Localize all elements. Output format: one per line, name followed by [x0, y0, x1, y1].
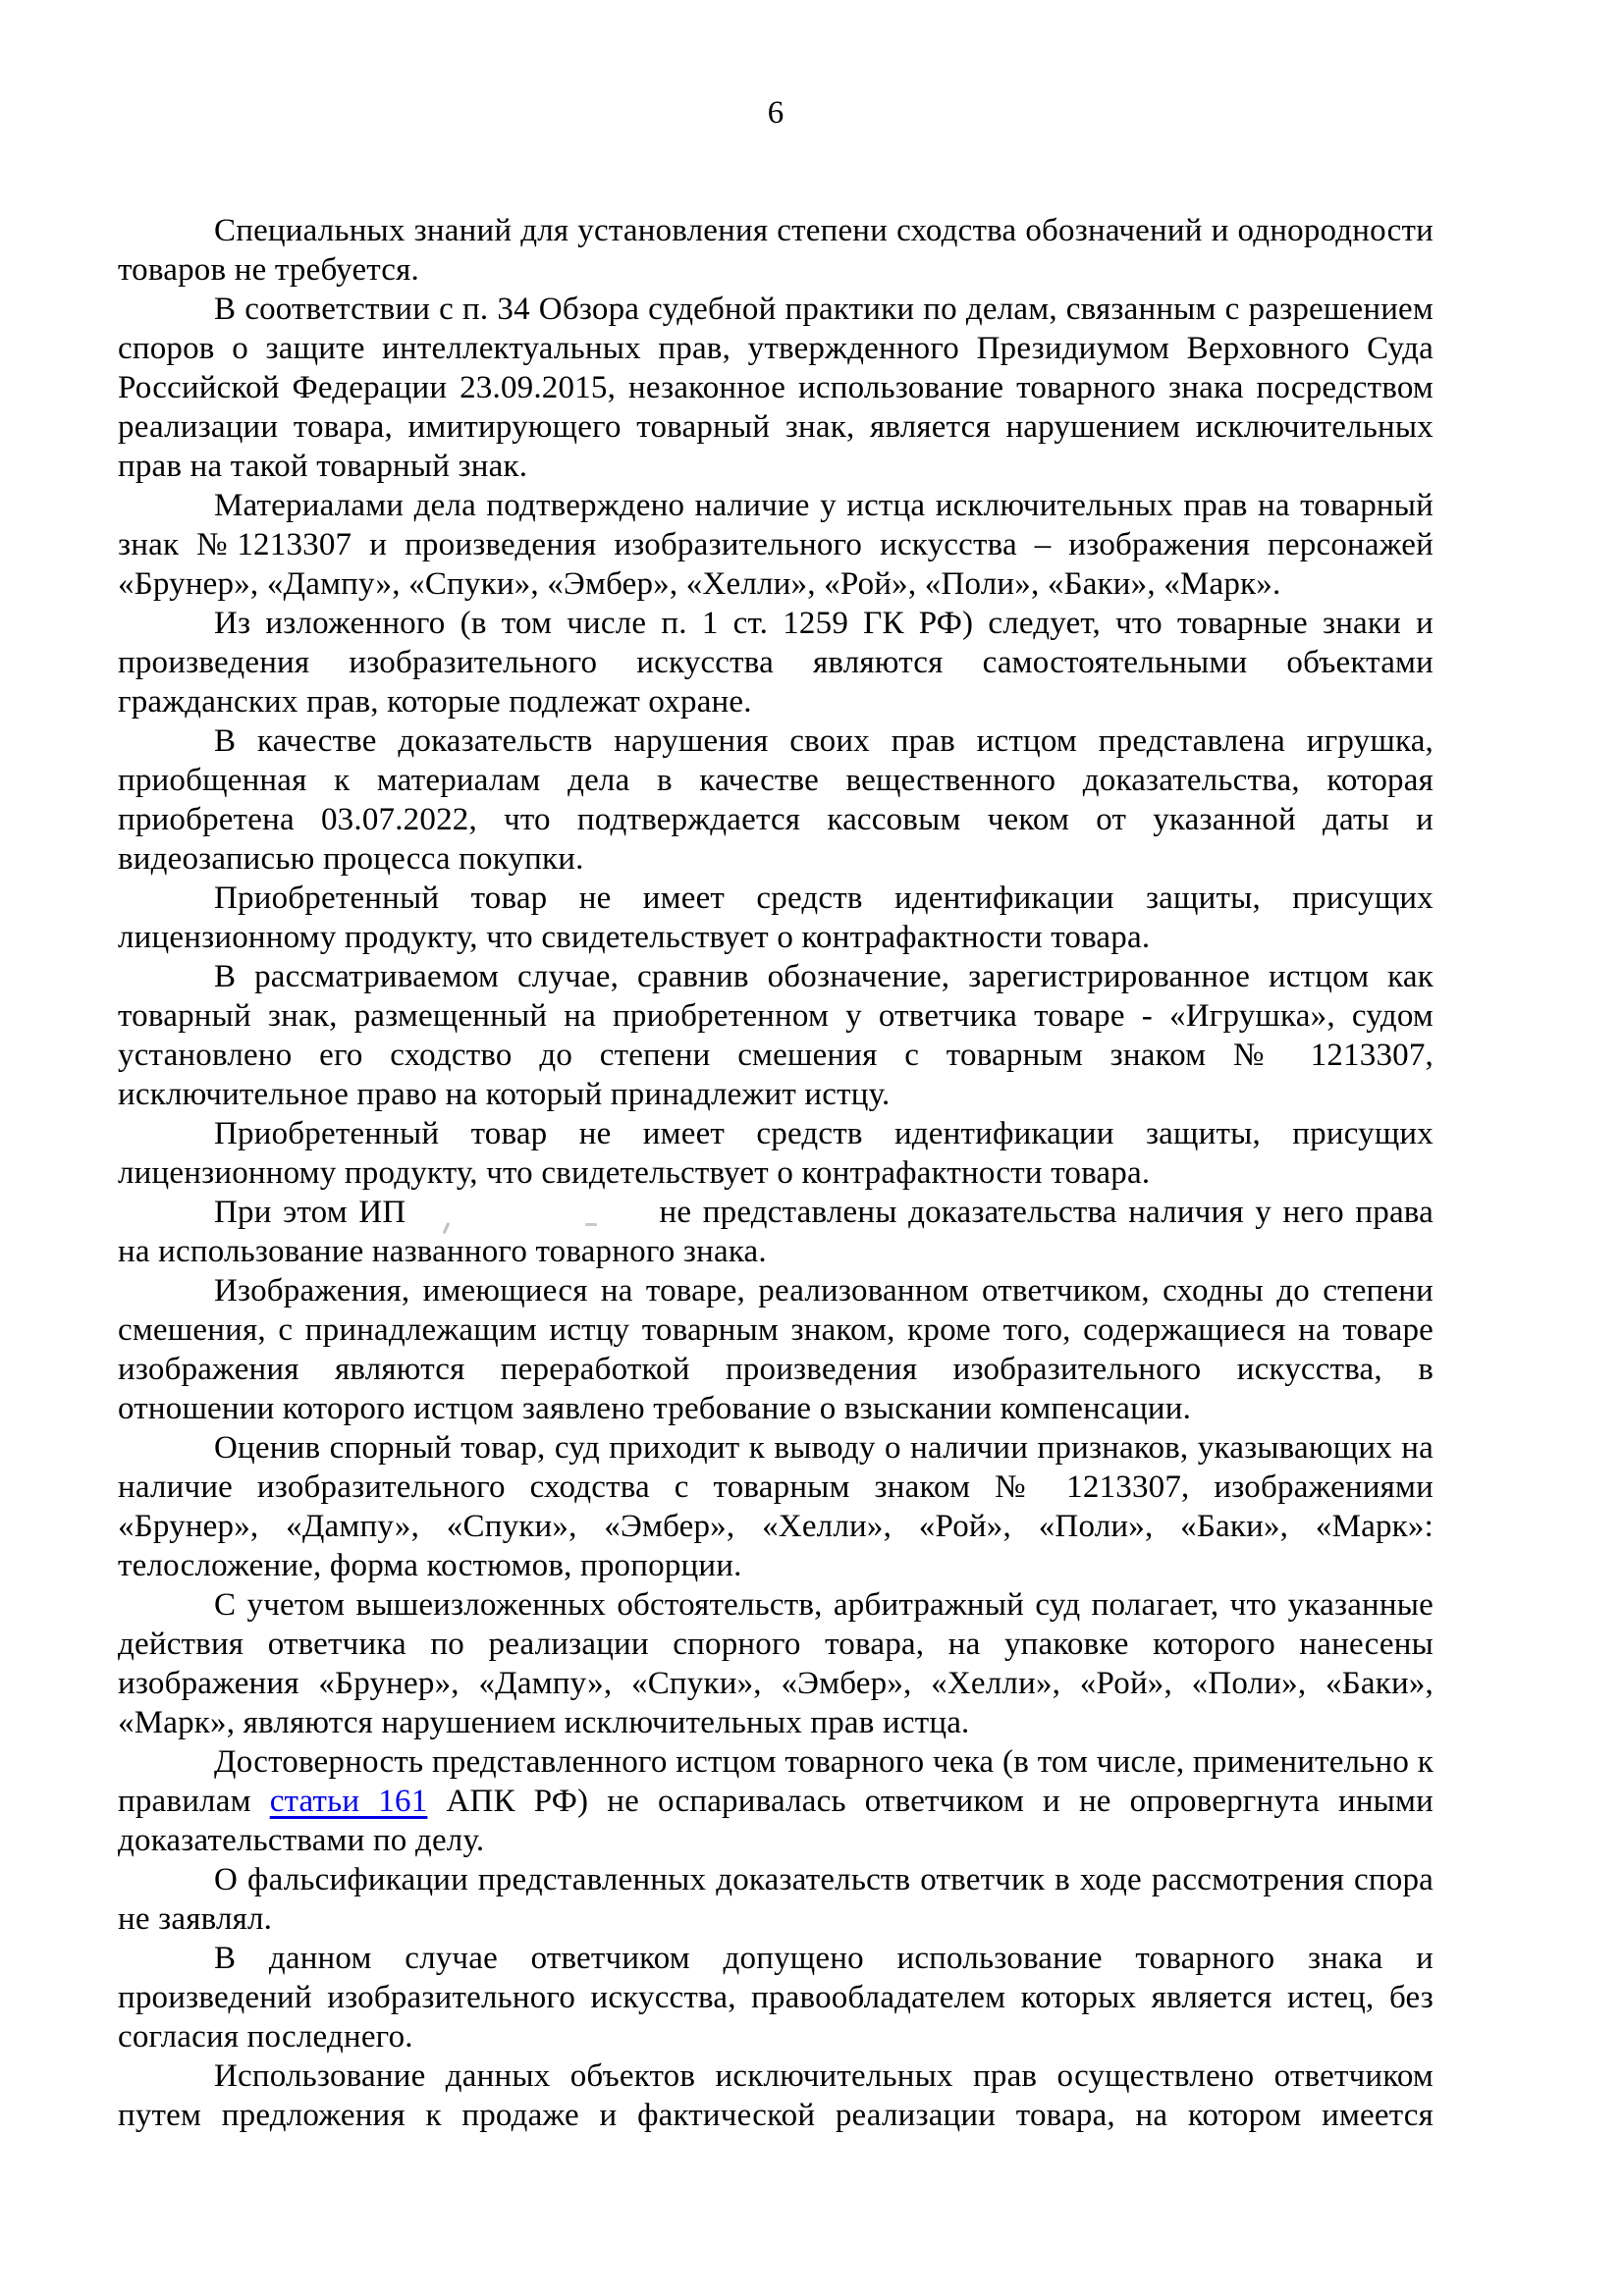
paragraph-text: Приобретенный товар не имеет средств идентификации защиты, присущих лицензионному продукту, что свидетельствует о контрафактности товара. — [118, 1116, 1434, 1191]
paragraph-text: Специальных знаний для установления степени сходства обозначений и однородности товаров не требуется. — [118, 213, 1434, 288]
paragraph-16 — [118, 2056, 1434, 2135]
page-number: 6 — [767, 95, 784, 131]
paragraph-text: не представлены доказательства наличия у него права на использование названного товарного знака. — [118, 1195, 1434, 1269]
paragraph-06 — [118, 879, 1434, 957]
paragraph-15 — [118, 1939, 1434, 2056]
document-body — [118, 211, 1434, 2135]
document-content — [118, 93, 1434, 2135]
paragraph-07 — [118, 957, 1434, 1114]
paragraph-text: В данном случае ответчиком допущено использование товарного знака и произведений изобразительного искусства, правообладателем которых является истец, без согласия последнего. — [118, 1941, 1434, 2055]
paragraph-03 — [118, 486, 1434, 604]
paragraph-04 — [118, 604, 1434, 721]
statya-161-link[interactable]: статьи 161 — [269, 1784, 428, 1819]
paragraph-05 — [118, 721, 1434, 879]
paragraph-text: Достоверность представленного истцом товарного чека (в том числе, применительно к правилам — [118, 1744, 1434, 1819]
paragraph-12 — [118, 1585, 1434, 1742]
paragraph-text: Из изложенного (в том числе п. 1 ст. 1259 ГК РФ) следует, что товарные знаки и произведения изобразительного искусства являются самостоятельными объектами гражданских прав, которые подлежат охране. — [118, 606, 1434, 720]
paragraph-text: АПК РФ) не оспаривалась ответчиком и не опровергнута иными доказательствами по делу. — [118, 1784, 1434, 1858]
paragraph-text: В соответствии с п. 34 Обзора судебной практики по делам, связанным с разрешением споров о защите интеллектуальных прав, утвержденного Президиумом Верховного Суда Российской Федерации 23.09.2015, незаконное использование товарного знака посредством реализации товара, имитирующего товарный знак, является нарушением исключительных прав на такой товарный знак. — [118, 292, 1434, 484]
paragraph-text: Приобретенный товар не имеет средств идентификации защиты, присущих лицензионному продукту, что свидетельствует о контрафактности товара. — [118, 881, 1434, 955]
paragraph-text: Оценив спорный товар, суд приходит к выводу о наличии признаков, указывающих на наличие изобразительного сходства с товарным знаком № 1213307, изображениями «Брунер», «Дампу», «Спуки», «Эмбер», «Хелли», «Рой», «Поли», «Баки», «Марк»: телосложение, форма костюмов, пропорции. — [118, 1430, 1434, 1583]
paragraph-02 — [118, 290, 1434, 486]
paragraph-01 — [118, 211, 1434, 290]
paragraph-text: При этом ИП — [214, 1195, 406, 1230]
paragraph-11 — [118, 1428, 1434, 1585]
paragraph-10 — [118, 1271, 1434, 1428]
paragraph-text: В качестве доказательств нарушения своих прав истцом представлена игрушка, приобщенная к материалам дела в качестве вещественного доказательства, которая приобретена 03.07.2022, что подтверждается кассовым чеком от указанной даты и видеозаписью процесса покупки. — [118, 723, 1434, 877]
paragraph-text: О фальсификации представленных доказательств ответчик в ходе рассмотрения спора не заявлял. — [118, 1862, 1434, 1937]
paragraph-text: С учетом вышеизложенных обстоятельств, арбитражный суд полагает, что указанные действия ответчика по реализации спорного товара, на упаковке которого нанесены изображения «Брунер», «Дампу», «Спуки», «Эмбер», «Хелли», «Рой», «Поли», «Баки», «Марк», являются нарушением исключительных прав истца. — [118, 1587, 1434, 1740]
paragraph-text: Использование данных объектов исключительных прав осуществлено ответчиком путем предложения к продаже и фактической реализации товара, на котором имеется — [118, 2058, 1434, 2133]
paragraph-text: Изображения, имеющиеся на товаре, реализованном ответчиком, сходны до степени смешения, с принадлежащим истцу товарным знаком, кроме того, содержащиеся на товаре изображения являются переработкой произведения изобразительного искусства, в отношении которого истцом заявлено требование о взыскании компенсации. — [118, 1273, 1434, 1426]
paragraph-08 — [118, 1114, 1434, 1193]
paragraph-09 — [118, 1193, 1434, 1271]
paragraph-text: В рассматриваемом случае, сравнив обозначение, зарегистрированное истцом как товарный знак, размещенный на приобретенном у ответчика товаре - «Игрушка», судом установлено его сходство до степени смешения с товарным знаком № 1213307, исключительное право на который принадлежит истцу. — [118, 959, 1434, 1112]
paragraph-14 — [118, 1860, 1434, 1939]
paragraph-text: Материалами дела подтверждено наличие у истца исключительных прав на товарный знак №1213307 и произведения изобразительного искусства – изображения персонажей «Брунер», «Дампу», «Спуки», «Эмбер», «Хелли», «Рой», «Поли», «Баки», «Марк». — [118, 488, 1434, 602]
paragraph-13 — [118, 1742, 1434, 1860]
redacted-name — [417, 1218, 648, 1222]
